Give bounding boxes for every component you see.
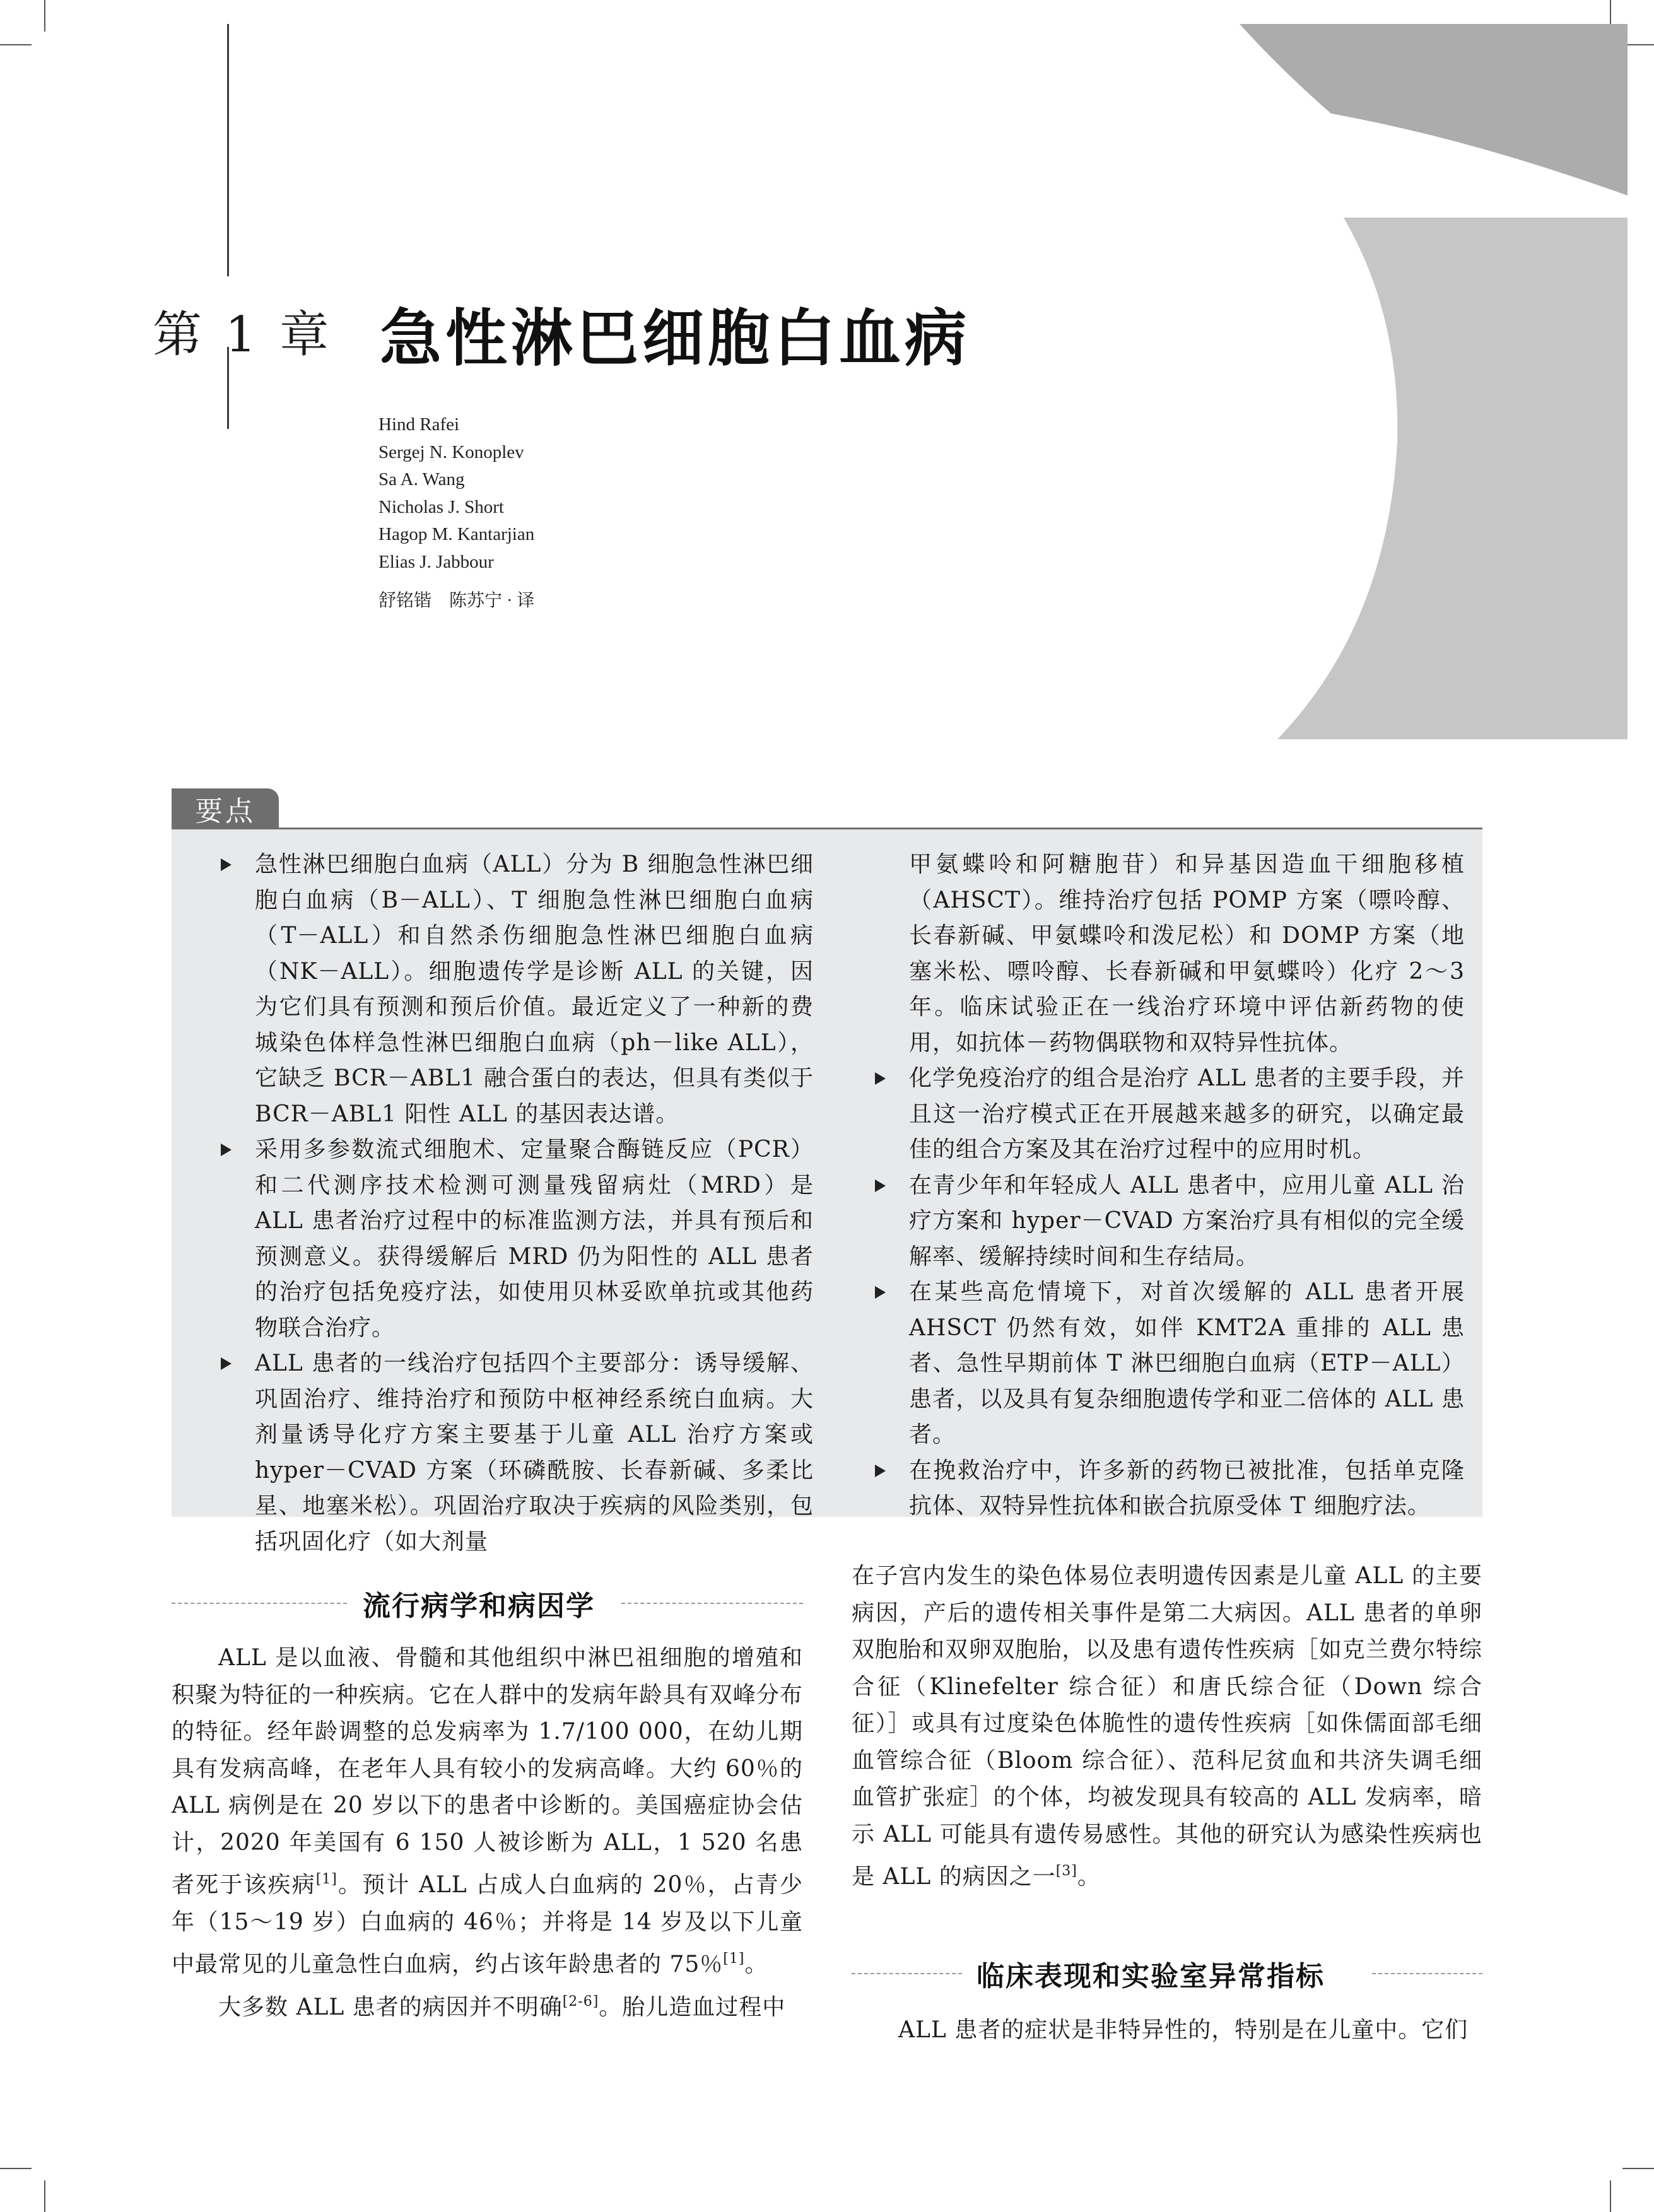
chapter-number: 第 1 章 (153, 307, 333, 363)
key-point-text: 急性淋巴细胞白血病（ALL）分为 B 细胞急性淋巴细胞白血病（B－ALL）、T 细胞急性淋巴细胞白血病（T－ALL）和自然杀伤细胞急性淋巴细胞白血病（NK－ALL）。细胞遗传学是诊断 ALL 的关键，因为它们具有预测和预后价值。最近定义了一种新的费城染色体样急性淋巴细胞白血病（ph－like ALL），它缺乏 BCR－ABL1 融合蛋白的表达，但具有类似于 BCR－ABL1 阳性 ALL 的基因表达谱。 (255, 851, 814, 1127)
crop-mark (0, 2168, 32, 2169)
key-point (196, 1132, 814, 1346)
key-point-text: 化学免疫治疗的组合是治疗 ALL 患者的主要手段，并且这一治疗模式正在开展越来越多的研究，以确定最佳的组合方案及其在治疗过程中的应用时机。 (909, 1065, 1465, 1162)
body-paragraph: ALL 患者的症状是非特异性的，特别是在儿童中。它们 (898, 2017, 1469, 2043)
bullet-triangle-icon (221, 1144, 232, 1156)
chapter-decoration (0, 0, 1654, 757)
key-points-right-column (850, 847, 1465, 1524)
key-point-continuation: 甲氨蝶呤和阿糖胞苷）和异基因造血干细胞移植（AHSCT）。维持治疗包括 POMP 方案（嘌呤醇、长春新碱、甲氨蝶呤和泼尼松）和 DOMP 方案（地塞米松、嘌呤醇、长春新碱和甲氨蝶呤）化疗 2～3 年。临床试验正在一线治疗环境中评估新药物的使用，如抗体－药物偶联物和双特异性抗体。 (909, 851, 1465, 1056)
key-point-text: 在挽救治疗中，许多新的药物已被批准，包括单克隆抗体、双特异性抗体和嵌合抗原受体 T 细胞疗法。 (909, 1457, 1465, 1519)
key-points-left-column (196, 847, 814, 1560)
crop-mark (1610, 2180, 1611, 2212)
key-point (196, 1346, 814, 1560)
bullet-triangle-icon (875, 1465, 886, 1477)
body-left-column (172, 1640, 803, 2026)
author: Hagop M. Kantarjian (378, 524, 535, 544)
section-heading-epidemiology: 流行病学和病因学 (363, 1590, 595, 1622)
key-points-box (172, 829, 1482, 1555)
author: Sa A. Wang (378, 469, 465, 489)
citation: [3] (1055, 1863, 1077, 1879)
key-points-label: 要点 (172, 788, 279, 829)
translator: 舒铭锴 陈苏宁 · 译 (378, 591, 535, 611)
crop-mark (44, 2180, 45, 2212)
bullet-triangle-icon (875, 1286, 886, 1299)
author-list (378, 411, 534, 615)
bullet-triangle-icon (875, 1072, 886, 1085)
author: Hind Rafei (378, 414, 460, 435)
body-paragraph: 大多数 ALL 患者的病因并不明确[2-6]。胎儿造血过程中 (218, 1993, 786, 2020)
crop-mark (1622, 2168, 1654, 2169)
key-point (850, 1061, 1465, 1168)
heading-dash-right (621, 1603, 803, 1604)
citation: [2-6] (562, 1993, 599, 2010)
bullet-triangle-icon (875, 1179, 886, 1192)
body-right-column-lower (852, 2012, 1482, 2049)
bullet-triangle-icon (221, 858, 232, 871)
heading-dash-left (172, 1603, 347, 1604)
body-right-column (852, 1558, 1482, 1896)
key-point-text: 在青少年和年轻成人 ALL 患者中，应用儿童 ALL 治疗方案和 hyper－CVAD 方案治疗具有相似的完全缓解率、缓解持续时间和生存结局。 (909, 1172, 1465, 1270)
chapter-rule-upper (227, 24, 229, 276)
heading-dash-right (1372, 1973, 1482, 1974)
author: Nicholas J. Short (378, 496, 504, 517)
body-paragraph: ALL 是以血液、骨髓和其他组织中淋巴祖细胞的增殖和积聚为特征的一种疾病。它在人群中的发病年龄具有双峰分布的特征。经年龄调整的总发病率为 1.7/100 000，在幼儿期具有发病高峰，在老年人具有较小的发病高峰。大约 60％的 ALL 病例是在 20 岁以下的患者中诊断的。美国癌症协会估计，2020 年美国有 6 150 人被诊断为 ALL，1 520 名患者死于该疾病[1]。预计 ALL 占成人白血病的 20％，占青少年（15～19 岁）白血病的 46％；并将是 14 岁及以下儿童中最常见的儿童急性白血病，约占该年龄患者的 75％[1]。 (172, 1645, 803, 1977)
body-paragraph: 在子宫内发生的染色体易位表明遗传因素是儿童 ALL 的主要病因，产后的遗传相关事件是第二大病因。ALL 患者的单卵双胞胎和双卵双胞胎，以及患有遗传性疾病［如克兰费尔特综合征（Klinefelter 综合征）和唐氏综合征（Down 综合征）］或具有过度染色体脆性的遗传性疾病［如侏儒面部毛细血管综合征（Bloom 综合征）、范科尼贫血和共济失调毛细血管扩张症］的个体，均被发现具有较高的 ALL 发病率，暗示 ALL 可能具有遗传易感性。其他的研究认为感染性疾病也是 ALL 的病因之一[3]。 (852, 1563, 1482, 1890)
deco-shape-lower (1277, 218, 1628, 739)
key-point-text: 在某些高危情境下，对首次缓解的 ALL 患者开展 AHSCT 仍然有效，如伴 KMT2A 重排的 ALL 患者、急性早期前体 T 淋巴细胞白血病（ETP－ALL）患者，以及具有复杂细胞遗传学和亚二倍体的 ALL 患者。 (909, 1279, 1465, 1448)
deco-shape-upper (1240, 24, 1628, 196)
key-point-text: 采用多参数流式细胞术、定量聚合酶链反应（PCR）和二代测序技术检测可测量残留病灶（MRD）是 ALL 患者治疗过程中的标准监测方法，并具有预后和预测意义。获得缓解后 MRD 仍为阳性的 ALL 患者的治疗包括免疫疗法，如使用贝林妥欧单抗或其他药物联合治疗。 (255, 1137, 814, 1341)
key-point-text: ALL 患者的一线治疗包括四个主要部分：诱导缓解、巩固治疗、维持治疗和预防中枢神经系统白血病。大剂量诱导化疗方案主要基于儿童 ALL 治疗方案或 hyper－CVAD 方案（环磷酰胺、长春新碱、多柔比星、地塞米松）。巩固治疗取决于疾病的风险类别，包括巩固化疗（如大剂量 (255, 1350, 814, 1555)
section-heading-clinical: 临床表现和实验室异常指标 (977, 1960, 1325, 1993)
citation: [1] (315, 1871, 337, 1887)
chapter-title: 急性淋巴细胞白血病 (380, 303, 971, 375)
author: Sergej N. Konoplev (378, 442, 524, 462)
key-point (850, 1168, 1465, 1275)
bullet-triangle-icon (221, 1357, 232, 1370)
key-point (850, 1275, 1465, 1453)
citation: [1] (723, 1951, 745, 1967)
heading-dash-left (852, 1973, 962, 1974)
key-point (850, 1453, 1465, 1524)
key-point (196, 847, 814, 1132)
author: Elias J. Jabbour (378, 551, 494, 572)
